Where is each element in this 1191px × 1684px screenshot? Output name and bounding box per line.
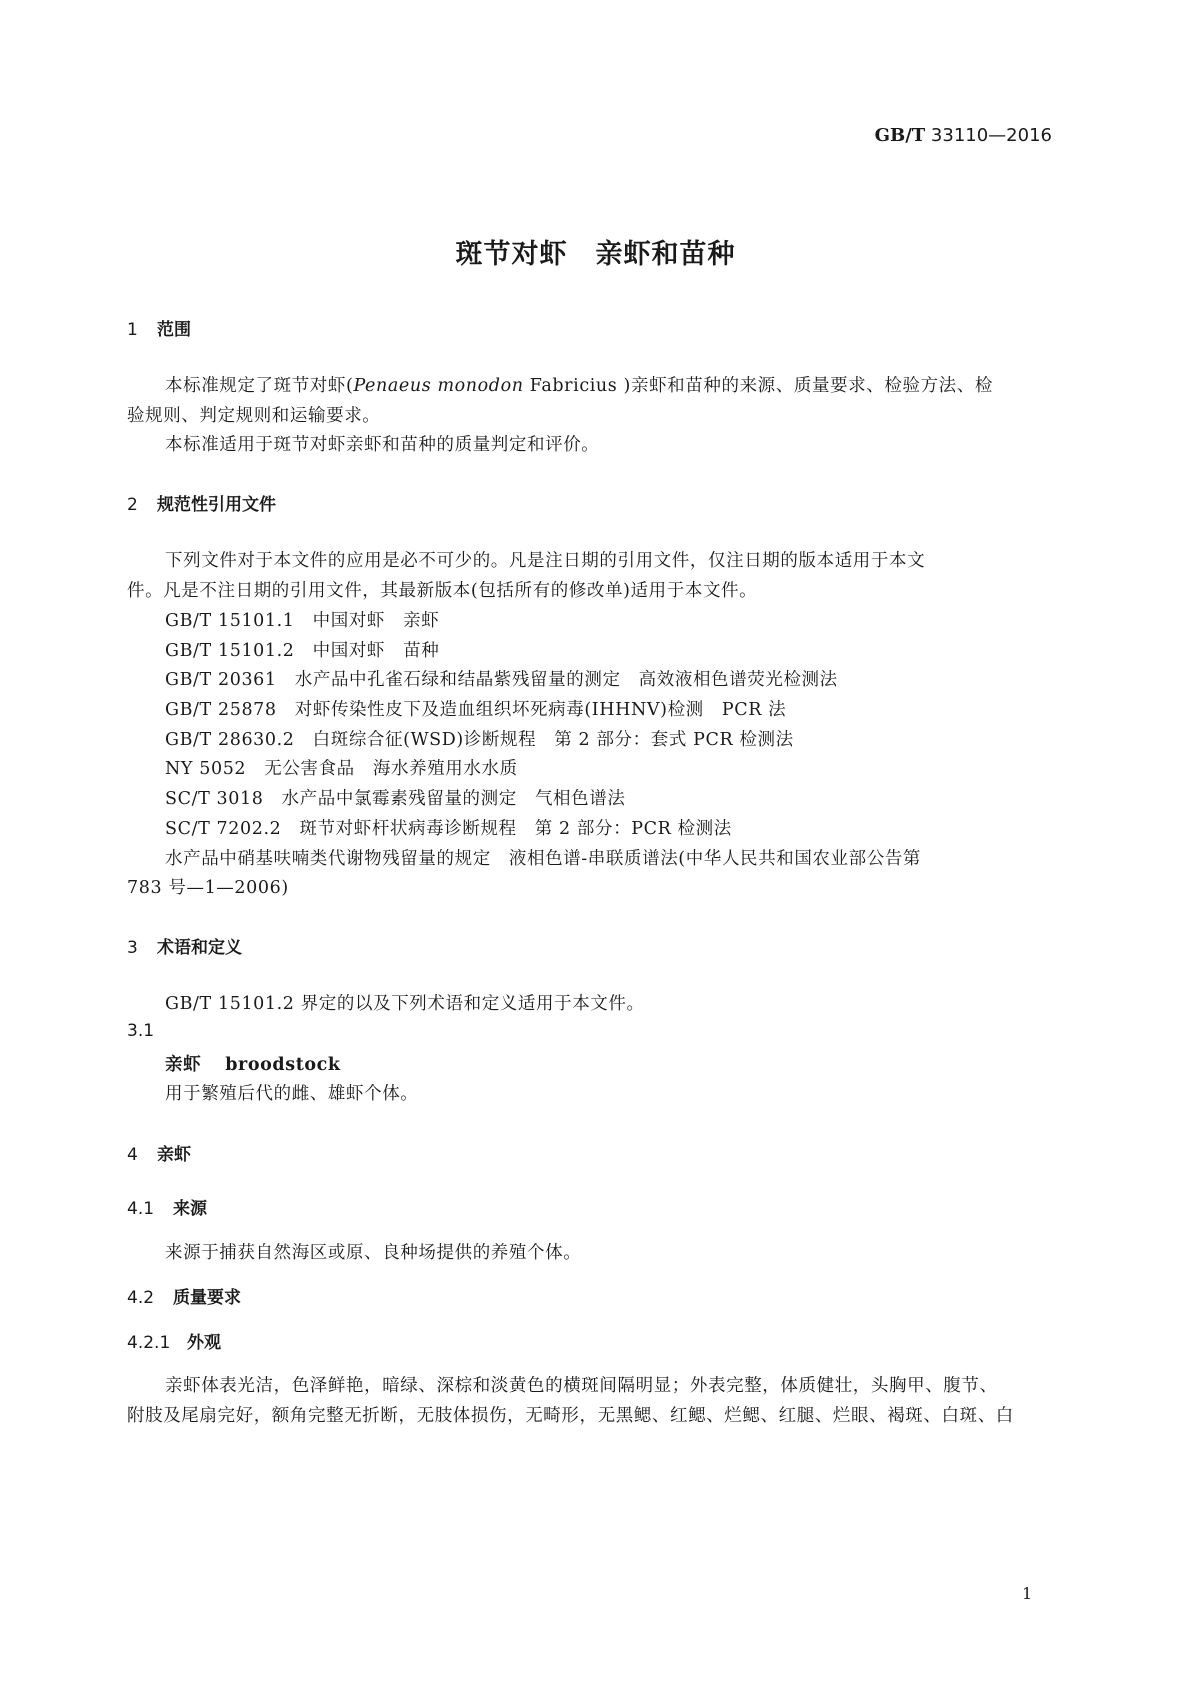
p1-latin-name: Penaeus monodon [353,376,524,396]
p1-text-b: Fabricius )亲虾和苗种的来源、质量要求、检验方法、检 [523,376,993,396]
term-chinese: 亲虾 [165,1055,202,1075]
section-1-paragraph-1-line-2: 验规则、判定规则和运输要求。 [127,406,381,426]
reference-item: 水产品中硝基呋喃类代谢物残留量的规定 液相色谱-串联质谱法(中华人民共和国农业部公告第 [165,849,922,869]
reference-item: GB/T 15101.1 中国对虾 亲虾 [165,611,440,631]
section-1-paragraph-1-line-1 [165,372,993,397]
section-1-heading [127,315,191,340]
reference-item: SC/T 7202.2 斑节对虾杆状病毒诊断规程 第 2 部分：PCR 检测法 [165,819,732,839]
section-4-heading [127,1140,191,1165]
p1-text-a: 本标准规定了斑节对虾( [165,376,354,396]
section-1-number: 1 [127,320,138,340]
reference-item-continuation: 783 号—1—2006) [127,878,289,898]
subsection-4-1-text: 来源于捕获自然海区或原、良种场提供的养殖个体。 [165,1243,582,1263]
term-entry [165,1051,341,1076]
reference-item: GB/T 28630.2 白斑综合征(WSD)诊断规程 第 2 部分：套式 PCR 检测法 [165,730,794,750]
reference-item: GB/T 25878 对虾传染性皮下及造血组织坏死病毒(IHHNV)检测 PCR 法 [165,700,787,720]
subsection-4-2-1-text-line-2: 附肢及尾扇完好，额角完整无折断，无肢体损伤，无畸形，无黑鳃、红鳃、烂鳃、红腿、烂眼、褐斑、白斑、白 [127,1406,1014,1426]
subsection-4-1-heading: 4.1 来源 [127,1199,207,1219]
section-4-number: 4 [127,1145,138,1165]
section-2-intro-line-2: 件。凡是不注日期的引用文件，其最新版本(包括所有的修改单)适用于本文件。 [127,581,758,601]
reference-item: SC/T 3018 水产品中氯霉素残留量的测定 气相色谱法 [165,789,626,809]
subsection-4-2-heading: 4.2 质量要求 [127,1288,241,1308]
section-2-heading [127,490,276,515]
section-3-number: 3 [127,938,138,958]
term-english: broodstock [225,1055,341,1075]
reference-item: GB/T 15101.2 中国对虾 苗种 [165,641,440,661]
reference-item: NY 5052 无公害食品 海水养殖用水水质 [165,759,518,779]
section-2-number: 2 [127,495,138,515]
page-number: 1 [1022,1584,1033,1603]
reference-item: GB/T 20361 水产品中孔雀石绿和结晶紫残留量的测定 高效液相色谱荧光检测法 [165,670,838,690]
term-definition: 用于繁殖后代的雌、雄虾个体。 [165,1084,419,1104]
section-4-title: 亲虾 [157,1145,191,1165]
subsection-4-2-1-text-line-1: 亲虾体表光洁，色泽鲜艳，暗绿、深棕和淡黄色的横斑间隔明显；外表完整，体质健壮，头胸甲、腹节、 [165,1376,998,1396]
section-1-title: 范围 [157,320,191,340]
standard-code [0,125,1052,146]
standard-code-prefix: GB/T [874,125,926,146]
section-1-paragraph-2: 本标准适用于斑节对虾亲虾和苗种的质量判定和评价。 [165,435,600,455]
subsection-3-1-number: 3.1 [127,1021,155,1041]
standard-code-number: 33110—2016 [930,125,1052,146]
section-3-intro: GB/T 15101.2 界定的以及下列术语和定义适用于本文件。 [165,994,645,1014]
section-2-title: 规范性引用文件 [157,495,276,515]
section-3-title: 术语和定义 [157,938,242,958]
document-title: 斑节对虾 亲虾和苗种 [455,239,736,270]
subsection-4-2-1-heading: 4.2.1 外观 [127,1333,221,1353]
section-2-intro-line-1: 下列文件对于本文件的应用是必不可少的。凡是注日期的引用文件，仅注日期的版本适用于本文 [165,551,926,571]
section-3-heading [127,933,242,958]
